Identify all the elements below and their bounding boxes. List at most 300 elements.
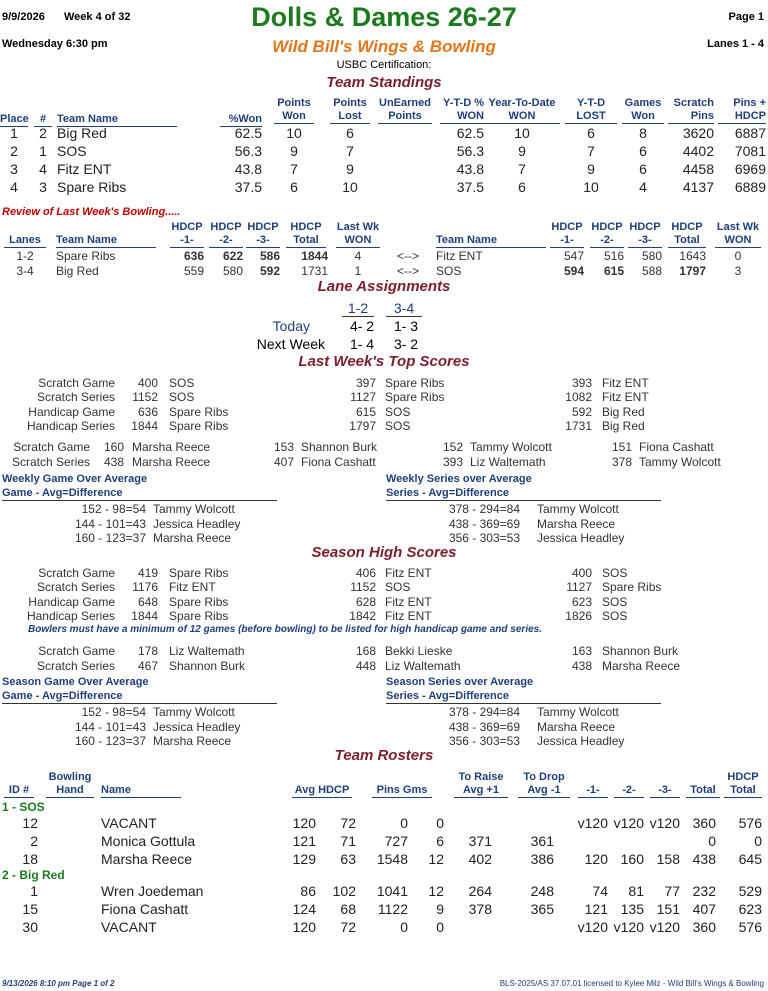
indiv-score: 407 [273,455,294,469]
review-cell: 594 [563,264,584,278]
indiv-name: Marsha Reece [132,455,211,469]
roster-cell: 1548 [376,851,408,867]
standings-cell: 9 [346,161,354,177]
roster-header: To Raise Avg +1 [454,771,508,798]
roster-cell: 15 [22,901,38,917]
score-team: SOS [385,580,411,595]
game-over-diff: 144 - 101=43 [74,516,146,531]
roster-header: Avg HDCP [292,784,352,798]
roster-cell: 129 [292,851,316,867]
standings-cell: 56.3 [234,143,262,159]
roster-cell: VACANT [101,919,157,935]
roster-cell: Marsha Reece [101,851,193,867]
game-over-name: Jessica Headley [153,719,241,734]
roster-team-label: 1 - SOS [2,800,45,814]
roster-cell: 158 [656,851,680,867]
standings-cell: 3620 [682,125,714,141]
certification: USBC Certification: [336,59,432,71]
review-header: HDCP -1- [551,221,583,246]
review-header: HDCP -2- [210,221,242,246]
review-header: Last Wk WON [336,221,380,246]
standings-cell: 37.5 [234,179,262,195]
series-over-name: Tammy Wolcott [537,705,619,719]
score-value: 623 [571,594,592,609]
indiv-score: 151 [611,440,632,454]
indiv-score: 168 [355,644,376,658]
standings-cell: SOS [57,143,87,159]
score-team: Fitz ENT [602,376,649,390]
game-over-name: Marsha Reece [153,734,232,748]
standings-cell: 4 [639,179,647,195]
review-cell: 1797 [679,264,706,278]
roster-cell: v120 [577,919,608,935]
roster-cell: Monica Gottula [101,833,196,849]
indiv-score: 438 [103,455,124,469]
indiv-name: Fiona Cashatt [301,455,376,469]
standings-header: Place [0,113,29,125]
roster-cell: 0 [436,919,444,935]
roster-cell: 30 [22,919,38,935]
roster-header: To Drop Avg -1 [518,771,570,798]
indiv-name: Liz Waltemath [169,644,245,658]
score-category: Scratch Game [38,566,115,580]
roster-cell: 360 [692,815,716,831]
season-game-over-subtitle: Game - Avg=Difference [2,690,123,702]
roster-cell: 0 [400,815,408,831]
roster-cell: Fiona Cashatt [101,901,189,917]
next-lanes-3-4: 3- 2 [393,336,419,352]
team-standings-title: Team Standings [326,74,442,91]
review-header: HDCP Total [668,221,706,248]
series-over-name: Marsha Reece [537,516,616,531]
indiv-score: 448 [355,658,376,673]
review-cell: 1643 [679,249,706,263]
roster-cell: 1122 [377,901,408,917]
roster-cell: 120 [292,815,316,831]
roster-cell: 9 [436,901,444,917]
roster-cell: v120 [649,815,680,831]
review-cell: 580 [641,249,662,263]
standings-cell: 56.3 [456,143,484,159]
roster-cell: 12 [22,815,38,831]
game-over-name: Jessica Headley [153,516,241,531]
game-over-name: Tammy Wolcott [153,502,235,516]
review-cell: 559 [183,264,204,278]
review-cell: <--> [396,264,419,278]
standings-cell: 10 [514,125,530,141]
series-over-diff: 378 - 294=84 [448,705,520,719]
score-category: Handicap Series [26,418,115,433]
score-category: Handicap Game [28,594,115,609]
indiv-score: 467 [137,658,158,673]
standings-cell: 6 [639,161,647,177]
top-scores-title: Last Week's Top Scores [298,353,470,370]
season-game-over-title: Season Game Over Average [2,676,149,688]
score-team: Spare Ribs [169,566,229,580]
footer-right: BLS-2025/AS 37.07.01 licensed to Kylee Milz - Wild Bill's Wings & Bowling [499,979,764,988]
standings-cell: 62.5 [456,125,484,141]
indiv-name: Bekki Lieske [385,644,453,658]
roster-cell: 402 [468,851,492,867]
score-category: Handicap Game [28,404,115,419]
roster-cell: 0 [708,833,716,849]
review-cell: 588 [641,264,662,278]
review-cell: 636 [183,249,204,263]
standings-cell: 43.8 [234,161,262,177]
score-team: Spare Ribs [169,418,229,433]
review-header: HDCP -3- [247,221,279,246]
standings-cell: 6889 [734,179,766,195]
roster-cell: v120 [613,815,644,831]
standings-cell: 8 [639,125,647,141]
roster-header: -3- [650,784,680,798]
score-value: 615 [355,404,376,419]
roster-cell: 407 [692,901,716,917]
review-cell: SOS [436,264,462,278]
roster-cell: v120 [613,919,644,935]
score-team: Spare Ribs [169,608,229,623]
score-team: Fitz ENT [602,390,649,405]
score-value: 419 [137,566,158,580]
standings-cell: 6969 [734,161,766,177]
indiv-category: Scratch Series [36,658,115,673]
standings-cell: 6 [346,125,354,141]
roster-cell: 248 [530,883,554,899]
review-cell: Fitz ENT [436,249,483,263]
score-team: SOS [602,608,628,623]
season-series-over-subtitle: Series - Avg=Difference [386,690,509,702]
score-value: 1842 [349,608,376,623]
standings-header: Pins + HDCP [718,97,766,124]
roster-cell: 71 [340,833,356,849]
review-header: Team Name [56,234,156,248]
indiv-category: Scratch Series [11,455,90,469]
league-title: Dolls & Dames 26-27 [251,2,517,32]
review-cell: 3-4 [16,264,34,278]
next-lanes-1-2: 1- 4 [349,336,375,352]
indiv-score: 393 [442,455,463,469]
indiv-score: 378 [611,455,632,469]
review-cell: 592 [259,264,280,278]
review-cell: 580 [222,264,243,278]
review-cell: Big Red [56,264,99,278]
review-header: Lanes [4,234,46,248]
roster-cell: 102 [332,883,356,899]
eligibility-note: Bowlers must have a minimum of 12 games (before bowling) to be listed for high handicap game and series. [28,624,542,635]
standings-cell: 1 [39,143,47,159]
score-value: 1826 [565,608,592,623]
standings-cell: Spare Ribs [57,179,127,195]
next-week-label: Next Week [256,336,325,352]
standings-cell: 4137 [682,179,714,195]
review-header: HDCP -1- [171,221,203,246]
review-header: HDCP -3- [629,221,661,246]
review-cell: 1-2 [16,249,34,263]
roster-cell: 160 [620,851,644,867]
score-value: 1152 [132,390,158,405]
standings-cell: 9 [587,161,595,177]
score-value: 628 [355,594,376,609]
series-over-diff: 438 - 369=69 [448,719,520,734]
roster-cell: 264 [468,883,492,899]
roster-cell: 232 [692,883,716,899]
score-value: 393 [571,376,592,390]
review-header: HDCP Total [286,221,326,248]
roster-cell: v120 [577,815,608,831]
roster-cell: 360 [692,919,716,935]
score-team: Spare Ribs [385,390,445,405]
standings-cell: 3 [10,161,18,177]
indiv-score: 438 [571,658,592,673]
standings-header: Team Name [57,113,177,127]
roster-team-label: 2 - Big Red [2,868,65,882]
score-value: 1797 [349,418,376,433]
series-over-subtitle: Series - Avg=Difference [386,487,509,499]
score-team: Big Red [602,404,645,419]
roster-cell: 12 [428,883,444,899]
standings-header: Y-T-D % WON [440,97,484,124]
game-over-subtitle: Game - Avg=Difference [2,487,123,499]
standings-header: Scratch Pins [668,97,714,124]
footer-left: 9/13/2026 8:10 pm Page 1 of 2 [2,979,115,988]
review-cell: Spare Ribs [56,249,116,263]
game-over-name: Marsha Reece [153,531,232,545]
game-over-title: Weekly Game Over Average [2,473,148,485]
score-category: Scratch Series [36,390,115,405]
roster-cell: 135 [620,901,644,917]
season-high-title: Season High Scores [311,544,457,561]
roster-cell: 365 [530,901,554,917]
indiv-category: Scratch Game [38,644,115,658]
roster-cell: 438 [692,851,716,867]
game-over-diff: 160 - 123=37 [74,734,146,748]
score-value: 636 [137,404,158,419]
series-over-name: Marsha Reece [537,719,616,734]
roster-cell: 68 [340,901,356,917]
roster-cell: 1 [30,883,38,899]
roster-cell: 0 [436,815,444,831]
score-team: SOS [169,376,195,390]
series-over-diff: 438 - 369=69 [448,516,520,531]
score-team: Spare Ribs [385,376,445,390]
indiv-score: 152 [442,440,463,454]
standings-cell: 7081 [734,143,766,159]
score-value: 592 [571,404,592,419]
today-label: Today [272,318,310,334]
game-over-diff: 152 - 98=54 [81,705,146,719]
standings-cell: 2 [10,143,18,159]
score-team: Fitz ENT [385,608,432,623]
roster-header: ID # [4,784,34,798]
score-value: 400 [137,376,158,390]
roster-cell: v120 [649,919,680,935]
roster-cell: 121 [584,901,608,917]
standings-cell: 7 [290,161,298,177]
roster-cell: 727 [384,833,408,849]
standings-cell: 4 [10,179,18,195]
standings-header: # [34,113,52,127]
indiv-category: Scratch Game [13,440,90,454]
score-value: 397 [355,376,376,390]
score-value: 1176 [132,580,158,595]
roster-cell: VACANT [101,815,157,831]
standings-cell: 4 [39,161,47,177]
series-over-diff: 356 - 303=53 [448,531,520,545]
standings-header: %Won [220,113,262,127]
roster-cell: 1041 [376,883,408,899]
standings-cell: 4458 [682,161,714,177]
indiv-name: Fiona Cashatt [639,440,714,454]
score-value: 1152 [350,580,376,595]
score-value: 1127 [350,390,376,405]
series-over-diff: 378 - 294=84 [448,502,520,516]
score-category: Handicap Series [26,608,115,623]
lanes-label: Lanes 1 - 4 [707,38,764,50]
roster-cell: 529 [738,883,762,899]
review-cell: <--> [396,249,419,263]
review-cell: 1844 [301,249,328,263]
indiv-name: Marsha Reece [602,658,681,673]
standings-cell: 6 [518,179,526,195]
standings-header: Points Lost [330,97,370,124]
standings-cell: 2 [39,125,47,141]
roster-cell: 378 [468,901,492,917]
indiv-name: Marsha Reece [132,440,211,454]
indiv-score: 178 [137,644,158,658]
indiv-name: Tammy Wolcott [639,455,721,469]
page-label: Page 1 [728,11,764,23]
review-header: HDCP -2- [591,221,623,246]
standings-header: Games Won [622,97,664,124]
today-lanes-3-4: 1- 3 [393,318,419,334]
score-team: Spare Ribs [602,580,662,595]
indiv-name: Tammy Wolcott [470,440,552,454]
standings-cell: 62.5 [234,125,262,141]
score-value: 406 [355,566,376,580]
roster-cell: 72 [340,919,356,935]
score-team: Big Red [602,418,645,433]
review-header: Last Wk WON [716,221,760,246]
standings-cell: 6 [290,179,298,195]
roster-cell: 0 [754,833,762,849]
indiv-score: 163 [571,644,592,658]
standings-header: UnEarned Points [379,97,431,122]
game-over-diff: 160 - 123=37 [74,531,146,545]
score-value: 400 [571,566,592,580]
standings-cell: 43.8 [456,161,484,177]
series-over-name: Jessica Headley [537,734,625,748]
standings-cell: Fitz ENT [57,161,112,177]
score-category: Scratch Series [36,580,115,595]
roster-header: Bowling Hand [46,771,94,798]
roster-cell: 12 [428,851,444,867]
roster-cell: 124 [292,901,316,917]
season-series-over-title: Season Series over Average [386,676,534,688]
review-cell: 615 [603,264,624,278]
standings-cell: 3 [39,179,47,195]
score-value: 1844 [131,418,158,433]
standings-cell: 7 [346,143,354,159]
indiv-score: 153 [273,440,294,454]
score-team: Fitz ENT [385,566,432,580]
standings-cell: Big Red [57,125,107,141]
review-cell: 547 [563,249,584,263]
center-name: Wild Bill's Wings & Bowling [272,37,496,56]
score-value: 648 [137,594,158,609]
roster-cell: 576 [738,815,762,831]
score-team: SOS [385,418,411,433]
roster-cell: 623 [738,901,762,917]
score-value: 1082 [565,390,592,405]
score-team: SOS [169,390,195,405]
roster-cell: Wren Joedeman [101,883,204,899]
series-over-name: Jessica Headley [537,531,625,545]
score-value: 1127 [566,580,592,595]
roster-cell: 77 [664,883,680,899]
standings-header: Year-To-Date WON [484,97,560,124]
standings-cell: 7 [518,161,526,177]
score-team: SOS [602,594,628,609]
review-cell: 0 [734,249,742,263]
team-rosters-title: Team Rosters [334,747,434,764]
roster-cell: 386 [530,851,554,867]
review-title: Review of Last Week's Bowling..... [2,206,181,218]
lane-assignments-title: Lane Assignments [317,278,451,295]
score-category: Scratch Game [38,376,115,390]
score-value: 1731 [565,418,592,433]
roster-cell: 576 [738,919,762,935]
roster-header: Name [101,784,181,798]
review-cell: 3 [734,264,742,278]
standings-header: Y-T-D LOST [565,97,617,124]
roster-cell: 121 [292,833,316,849]
day-time: Wednesday 6:30 pm [2,38,108,50]
game-over-diff: 152 - 98=54 [81,502,146,516]
review-cell: 1731 [301,264,328,278]
standings-cell: 10 [583,179,599,195]
standings-cell: 9 [518,143,526,159]
roster-cell: 645 [738,851,762,867]
review-cell: 1 [354,264,362,278]
review-cell: 586 [259,249,280,263]
indiv-name: Liz Waltemath [470,455,546,469]
game-over-diff: 144 - 101=43 [74,719,146,734]
roster-cell: 361 [530,833,554,849]
lane-col-1-2: 1-2 [347,300,369,316]
review-cell: 622 [222,249,243,263]
standings-header: Points Won [274,97,314,124]
score-team: SOS [602,566,628,580]
report-date: 9/9/2026 [2,11,45,23]
roster-cell: 18 [22,851,38,867]
score-team: SOS [385,404,411,419]
roster-cell: 72 [340,815,356,831]
roster-cell: 74 [592,883,608,899]
review-header: Team Name [436,234,546,248]
score-value: 1844 [131,608,158,623]
lane-col-3-4: 3-4 [393,300,415,316]
roster-header: Total [686,784,720,798]
today-lanes-1-2: 4- 2 [349,318,375,334]
roster-header: HDCP Total [724,771,762,798]
standings-cell: 9 [290,143,298,159]
indiv-name: Shannon Burk [169,658,246,673]
roster-cell: 2 [30,833,38,849]
score-team: Fitz ENT [385,594,432,609]
standings-cell: 10 [342,179,358,195]
game-over-name: Tammy Wolcott [153,705,235,719]
roster-cell: 151 [656,901,680,917]
